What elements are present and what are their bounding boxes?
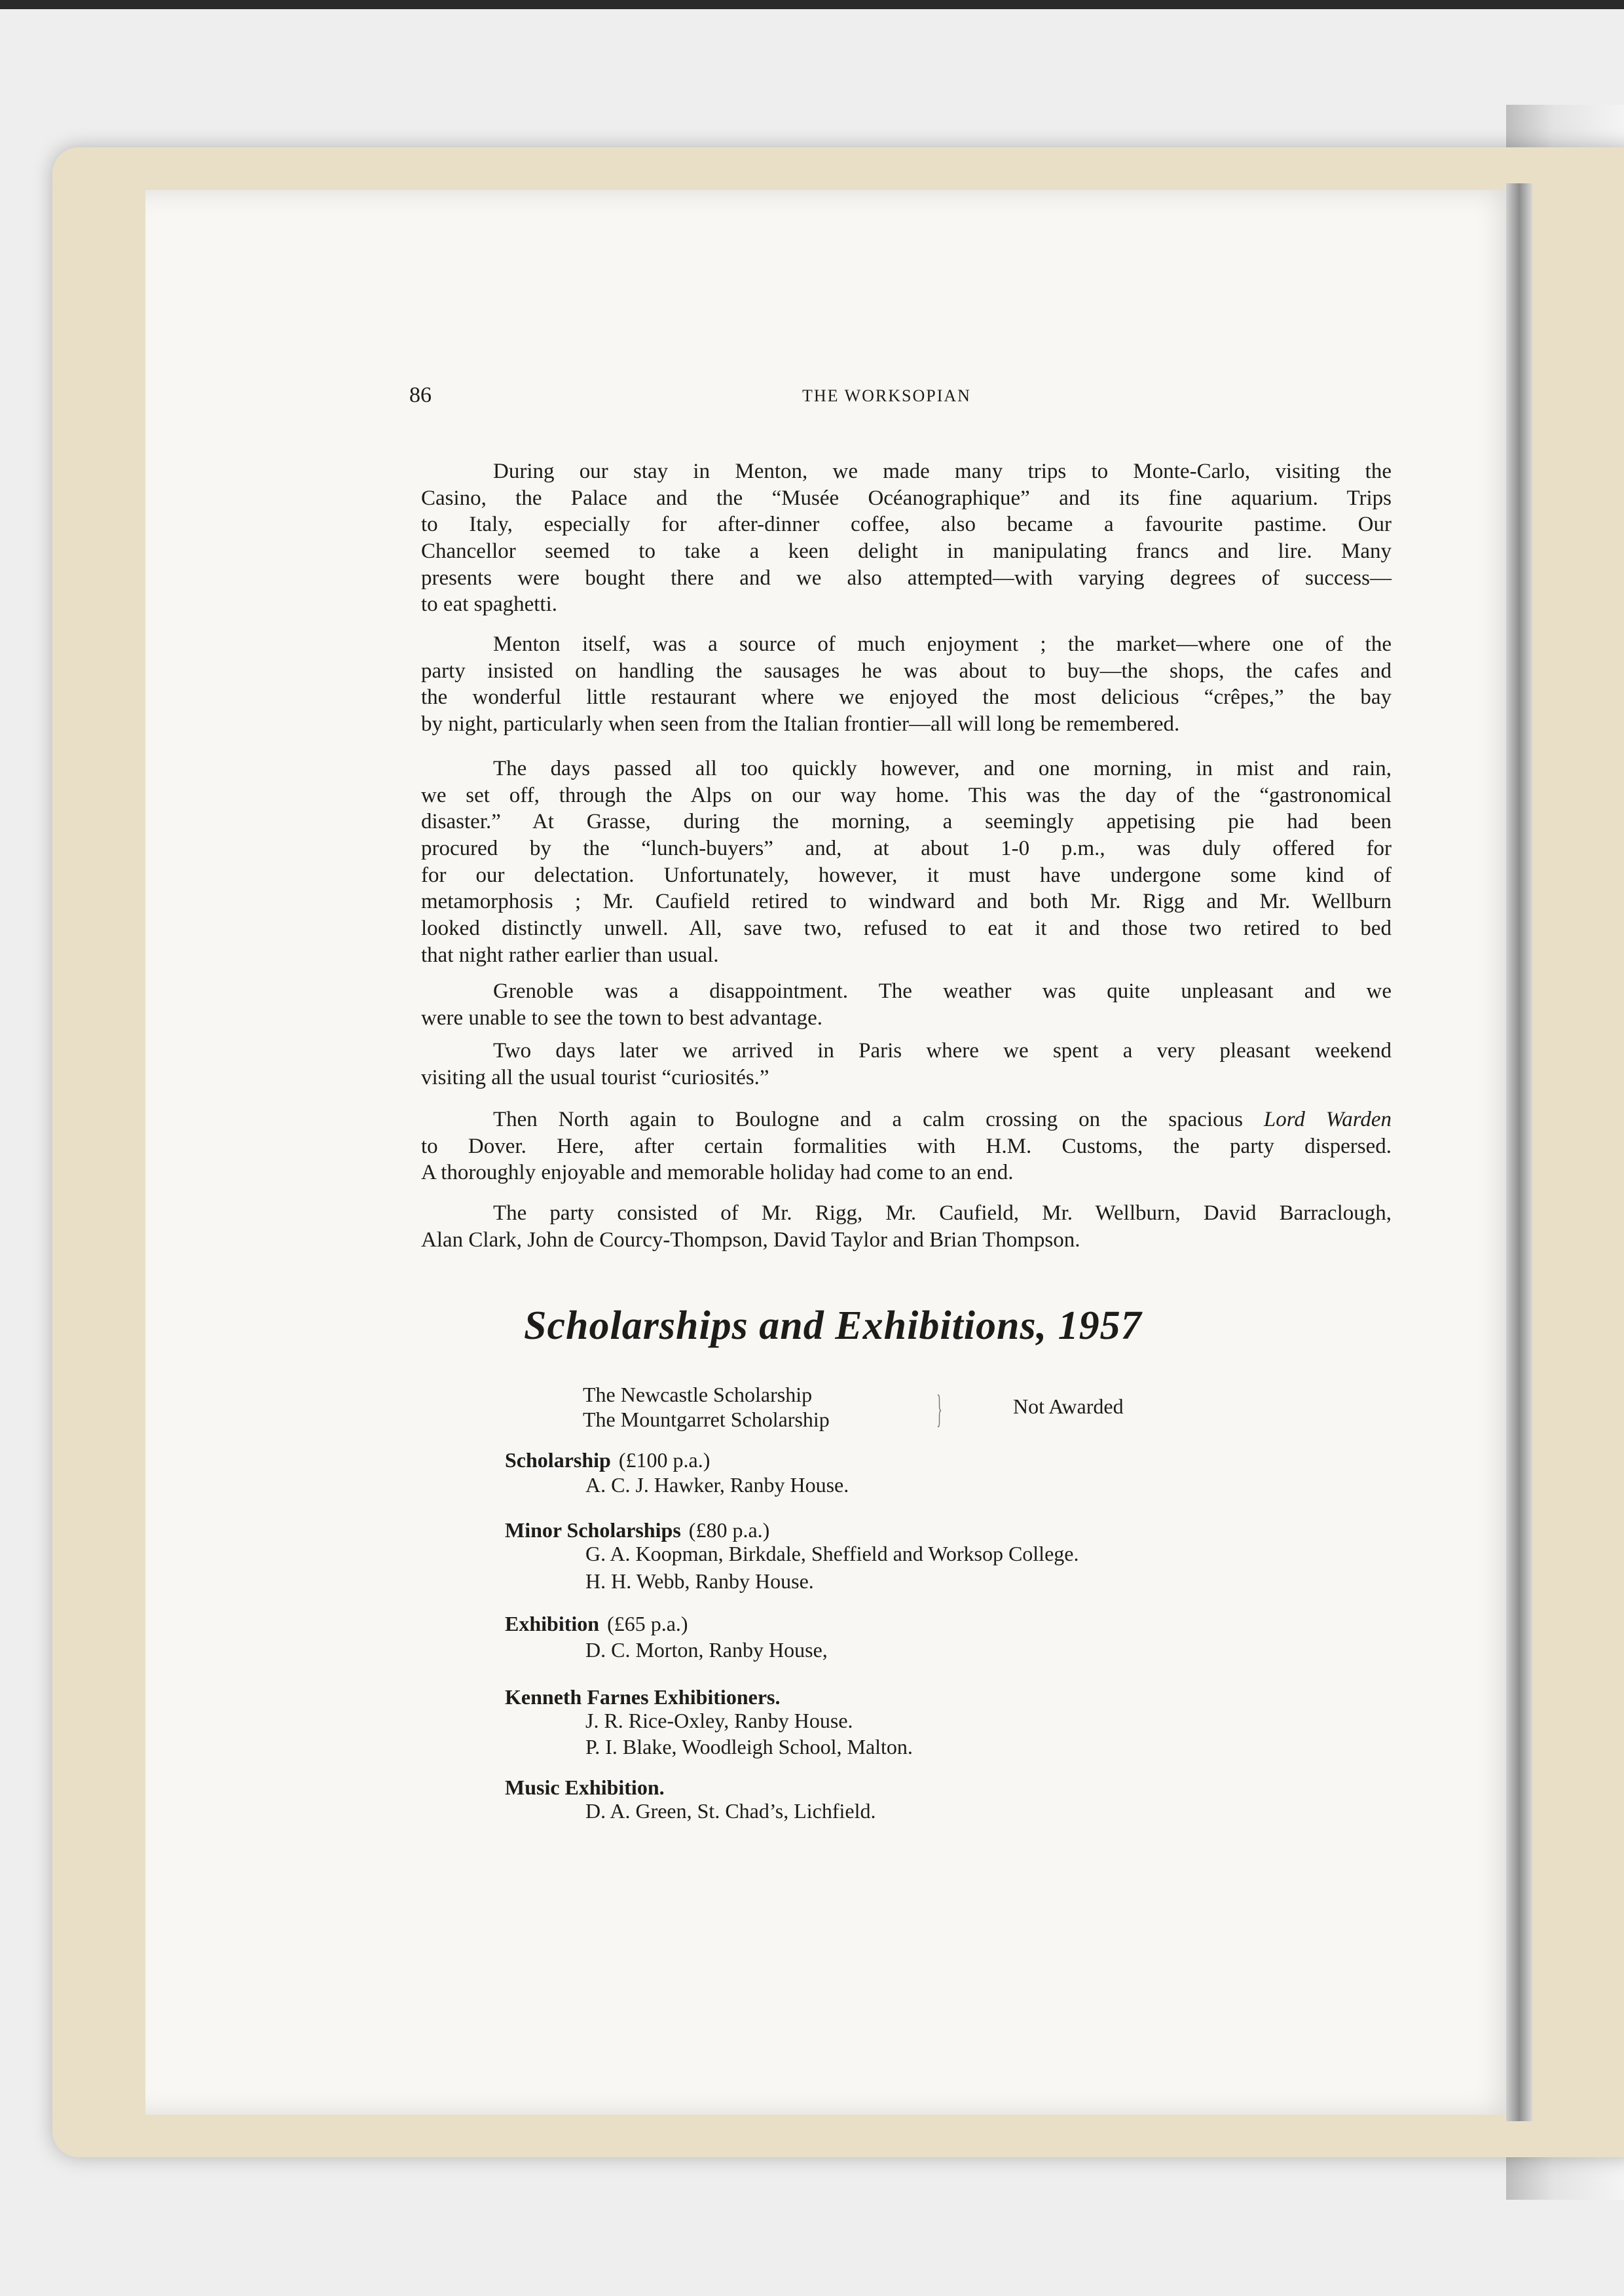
award-amount: (£65 p.a.)	[607, 1612, 688, 1635]
text-line: to Dover. Here, after certain formalities with H.M. Customs, the party dispersed.	[421, 1134, 1392, 1158]
text-line: Menton itself, was a source of much enjoyment ; the market—where one of the	[493, 632, 1392, 656]
brace: }	[936, 1387, 942, 1430]
award-heading	[505, 1448, 710, 1472]
text-line: we set off, through the Alps on our way home. This was the day of the “gastronomical	[421, 783, 1392, 807]
section-title: Scholarships and Exhibitions, 1957	[524, 1303, 1142, 1348]
paragraph	[421, 1106, 1392, 1186]
award-name: Minor Scholarships	[505, 1518, 681, 1542]
text-line: the wonderful little restaurant where we enjoyed the most delicious “crêpes,” the bay	[421, 685, 1392, 710]
text-line: A thoroughly enjoyable and memorable holiday had come to an end.	[421, 1161, 1014, 1185]
text-line: to eat spaghetti.	[421, 592, 558, 617]
paragraph	[421, 458, 1392, 618]
paragraph	[421, 1200, 1392, 1253]
award-amount: (£80 p.a.)	[688, 1518, 770, 1542]
text-line: that night rather earlier than usual.	[421, 943, 719, 967]
text-line: Two days later we arrived in Paris where we spent a very pleasant weekend	[493, 1039, 1392, 1063]
ship-name: Lord Warden	[1263, 1108, 1392, 1131]
award-recipient: P. I. Blake, Woodleigh School, Malton.	[585, 1735, 913, 1758]
text-line: to Italy, especially for after-dinner coffee, also became a favourite pastime. Our	[421, 513, 1392, 537]
text-line: The party consisted of Mr. Rigg, Mr. Caufield, Mr. Wellburn, David Barraclough,	[493, 1201, 1392, 1225]
text-line: were unable to see the town to best advantage.	[421, 1006, 823, 1030]
award-recipient: J. R. Rice-Oxley, Ranby House.	[585, 1709, 853, 1732]
award-recipient: G. A. Koopman, Birkdale, Sheffield and Worksop College.	[585, 1542, 1079, 1565]
award-name: Scholarship	[505, 1448, 611, 1472]
award-heading	[505, 1612, 688, 1636]
scanner-edge	[0, 0, 1624, 9]
award-recipient: D. C. Morton, Ranby House,	[585, 1638, 828, 1662]
award-recipient: H. H. Webb, Ranby House.	[585, 1569, 814, 1593]
text-line: During our stay in Menton, we made many trips to Monte-Carlo, visiting the	[493, 460, 1392, 483]
not-awarded-item: The Newcastle Scholarship	[583, 1383, 813, 1406]
award-heading	[505, 1685, 788, 1709]
text-line: metamorphosis ; Mr. Caufield retired to windward and both Mr. Rigg and Mr. Wellburn	[421, 890, 1392, 914]
text-line: for our delectation. Unfortunately, however, it must have undergone some kind of	[421, 863, 1392, 887]
paragraph	[421, 756, 1392, 969]
text-line: by night, particularly when seen from the Italian frontier—all will long be remembered.	[421, 712, 1180, 737]
award-heading	[505, 1518, 769, 1542]
text-line: Alan Clark, John de Courcy-Thompson, David Taylor and Brian Thompson.	[421, 1228, 1080, 1252]
running-title: THE WORKSOPIAN	[802, 386, 971, 405]
award-amount: (£100 p.a.)	[618, 1448, 710, 1472]
text-line: procured by the “lunch-buyers” and, at about 1-0 p.m., was duly offered for	[421, 837, 1392, 861]
text-line: visiting all the usual tourist “curiosités.”	[421, 1065, 769, 1089]
text-line: The days passed all too quickly however, and one morning, in mist and rain,	[493, 757, 1392, 780]
text-line: party insisted on handling the sausages he was about to buy—the shops, the cafes and	[421, 659, 1392, 683]
award-name: Music Exhibition.	[505, 1776, 665, 1799]
text-line: Casino, the Palace and the “Musée Océanographique” and its fine aquarium. Trips	[421, 486, 1392, 510]
text-line: Chancellor seemed to take a keen delight in manipulating francs and lire. Many	[421, 539, 1392, 564]
paragraph	[421, 978, 1392, 1031]
award-name: Exhibition	[505, 1612, 600, 1635]
award-name: Kenneth Farnes Exhibitioners.	[505, 1685, 781, 1709]
not-awarded-item: The Mountgarret Scholarship	[583, 1408, 830, 1431]
award-recipient: D. A. Green, St. Chad’s, Lichfield.	[585, 1799, 876, 1823]
not-awarded-status: Not Awarded	[1013, 1394, 1124, 1418]
text-line: disaster.” At Grasse, during the morning, a seemingly appetising pie had been	[421, 810, 1392, 834]
page-number: 86	[409, 383, 432, 407]
page-gutter	[1506, 183, 1532, 2121]
award-recipient: A. C. J. Hawker, Ranby House.	[585, 1473, 849, 1497]
text-line: looked distinctly unwell. All, save two, refused to eat it and those two retired to bed	[421, 917, 1392, 941]
award-heading	[505, 1776, 673, 1800]
text-line: Then North again to Boulogne and a calm crossing on the spacious Lord Warden	[493, 1108, 1392, 1131]
text-line: presents were bought there and we also attempted—with varying degrees of success—	[421, 566, 1392, 590]
paragraph	[421, 1038, 1392, 1091]
text-line: Grenoble was a disappointment. The weather was quite unpleasant and we	[493, 979, 1392, 1003]
paragraph	[421, 631, 1392, 738]
